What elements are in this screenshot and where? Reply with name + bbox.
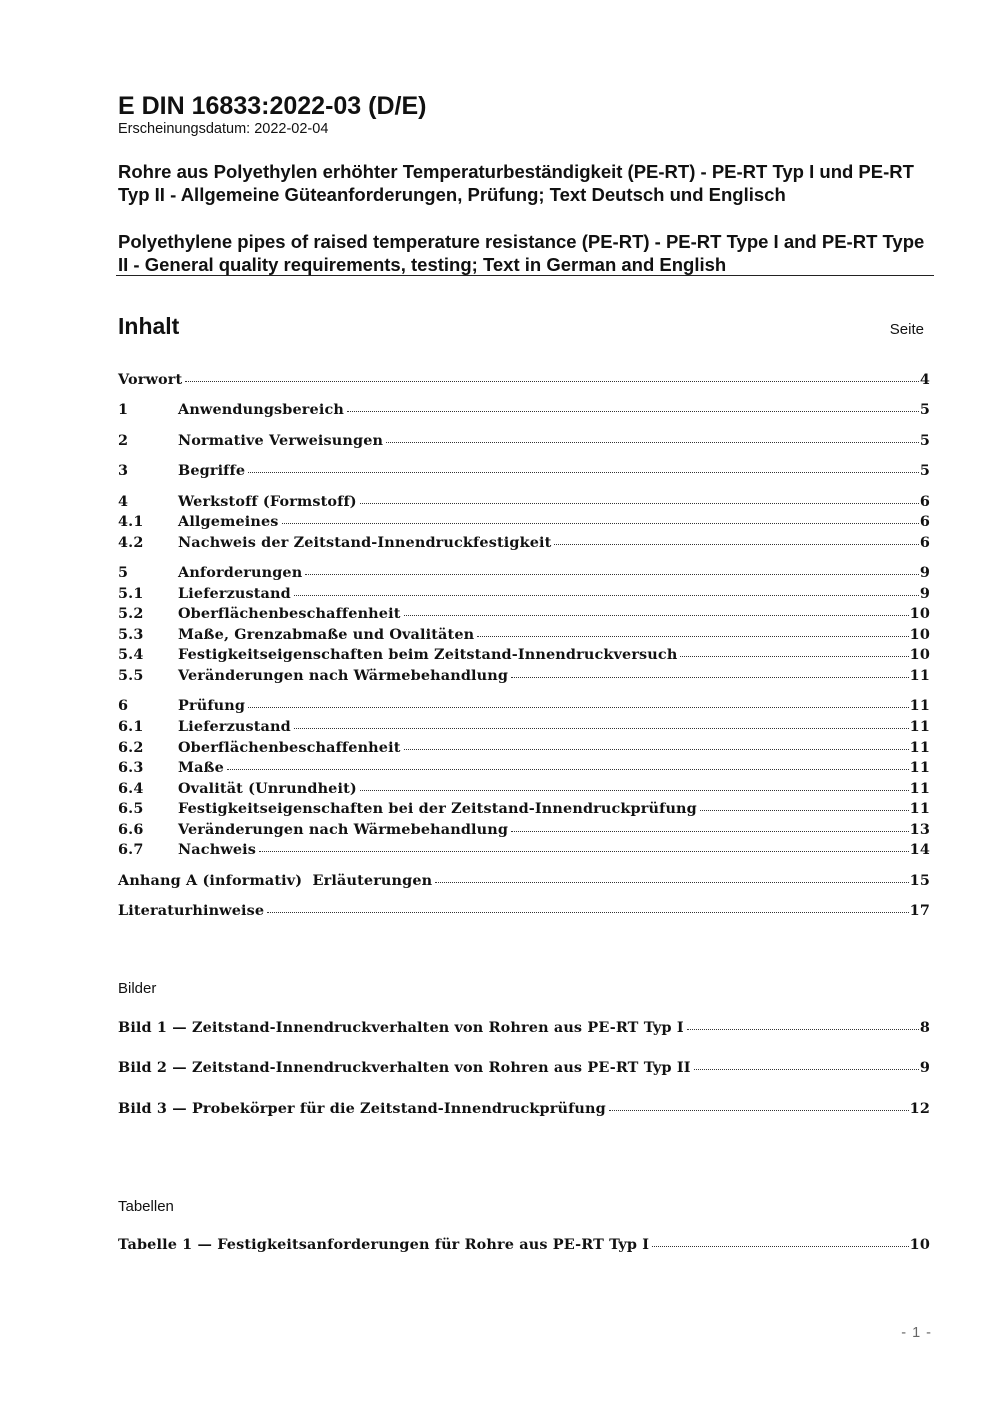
toc-entry-title: Vorwort bbox=[118, 371, 183, 388]
toc-entry[interactable] bbox=[118, 718, 930, 738]
toc-entry-page: 11 bbox=[909, 667, 930, 684]
toc-entry-title: Werkstoff (Formstoff) bbox=[178, 493, 357, 510]
dot-leader bbox=[267, 912, 908, 913]
toc-entry-number: 5 bbox=[118, 564, 129, 581]
table-entry-title: Tabelle 1 — Festigkeitsanforderungen für Rohre aus PE-RT Typ I bbox=[118, 1236, 650, 1253]
dot-leader bbox=[680, 656, 908, 657]
toc-entry-page: 13 bbox=[909, 821, 930, 838]
dot-leader bbox=[511, 677, 909, 678]
toc-entry-title: Normative Verweisungen bbox=[178, 432, 384, 449]
toc-entry-title: Allgemeines bbox=[178, 513, 279, 530]
toc-entry[interactable] bbox=[118, 585, 930, 605]
toc-entry-number: 6.2 bbox=[118, 739, 144, 756]
toc-entry-page: 6 bbox=[919, 534, 930, 551]
toc-entry-title: Veränderungen nach Wärmebehandlung bbox=[178, 667, 509, 684]
toc-entry-title: Prüfung bbox=[178, 697, 246, 714]
toc-entry-title: Maße, Grenzabmaße und Ovalitäten bbox=[178, 626, 475, 643]
toc-entry-number: 6.3 bbox=[118, 759, 144, 776]
toc-entry-number: 6.7 bbox=[118, 841, 144, 858]
dot-leader bbox=[477, 636, 908, 637]
toc-entry-title: Oberflächenbeschaffenheit bbox=[178, 605, 401, 622]
toc-entry-title: Lieferzustand bbox=[178, 718, 291, 735]
toc-entry[interactable] bbox=[118, 371, 930, 391]
dot-leader bbox=[404, 615, 909, 616]
dot-leader bbox=[248, 707, 909, 708]
figure-entry-title: Bild 1 — Zeitstand-Innendruckverhalten von Rohren aus PE-RT Typ I bbox=[118, 1019, 684, 1036]
toc-heading: Inhalt bbox=[118, 313, 180, 339]
toc-entry-page: 10 bbox=[909, 605, 930, 622]
dot-leader bbox=[360, 503, 919, 504]
toc-entry-number: 3 bbox=[118, 462, 129, 479]
document-number: E DIN 16833:2022-03 (D/E) bbox=[118, 92, 427, 120]
table-entry[interactable] bbox=[118, 1236, 930, 1256]
toc-entry-number: 5.1 bbox=[118, 585, 144, 602]
figure-entry-title: Bild 2 — Zeitstand-Innendruckverhalten von Rohren aus PE-RT Typ II bbox=[118, 1059, 691, 1076]
dot-leader bbox=[554, 544, 918, 545]
dot-leader bbox=[609, 1110, 909, 1111]
toc-entry-page: 4 bbox=[919, 371, 930, 388]
toc-entry[interactable] bbox=[118, 780, 930, 800]
figures-heading: Bilder bbox=[118, 980, 157, 997]
toc-entry-page: 5 bbox=[919, 462, 930, 479]
toc-entry[interactable] bbox=[118, 800, 930, 820]
toc-entry-title: Festigkeitseigenschaften bei der Zeitstand-Innendruckprüfung bbox=[178, 800, 697, 817]
toc-entry-page: 11 bbox=[909, 697, 930, 714]
dot-leader bbox=[386, 442, 919, 443]
title-english: Polyethylene pipes of raised temperature resistance (PE-RT) - PE-RT Type I and PE-RT Type II - General quality requirements, testing; Text in German and English bbox=[118, 231, 925, 275]
toc-entry[interactable] bbox=[118, 493, 930, 513]
figure-entry[interactable] bbox=[118, 1019, 930, 1039]
header-divider bbox=[116, 275, 934, 276]
dot-leader bbox=[248, 472, 919, 473]
toc-entry-number: 4.2 bbox=[118, 534, 144, 551]
dot-leader bbox=[294, 728, 909, 729]
toc-entry-title: Oberflächenbeschaffenheit bbox=[178, 739, 401, 756]
toc-entry-number: 1 bbox=[118, 401, 129, 418]
toc-entry-number: 5.2 bbox=[118, 605, 144, 622]
toc-entry-number: 4 bbox=[118, 493, 129, 510]
toc-entry-page: 5 bbox=[919, 401, 930, 418]
tables-heading: Tabellen bbox=[118, 1198, 174, 1215]
table-entry-page: 10 bbox=[909, 1236, 930, 1253]
dot-leader bbox=[282, 523, 919, 524]
toc-entry[interactable] bbox=[118, 821, 930, 841]
toc-entry-page: 6 bbox=[919, 513, 930, 530]
toc-entry-title: Veränderungen nach Wärmebehandlung bbox=[178, 821, 509, 838]
toc-entry-title: Begriffe bbox=[178, 462, 246, 479]
toc-entry[interactable] bbox=[118, 626, 930, 646]
page-column-label: Seite bbox=[889, 321, 924, 338]
dot-leader bbox=[404, 749, 909, 750]
toc-entry[interactable] bbox=[118, 646, 930, 666]
page-number: - 1 - bbox=[901, 1325, 932, 1341]
toc-entry-page: 9 bbox=[919, 585, 930, 602]
dot-leader bbox=[687, 1029, 919, 1030]
toc-entry-page: 11 bbox=[909, 739, 930, 756]
toc-entry-number: 6.5 bbox=[118, 800, 144, 817]
toc-entry-page: 11 bbox=[909, 780, 930, 797]
dot-leader bbox=[511, 831, 909, 832]
toc-entry[interactable] bbox=[118, 739, 930, 759]
dot-leader bbox=[694, 1069, 919, 1070]
toc-entry[interactable] bbox=[118, 605, 930, 625]
toc-entry[interactable] bbox=[118, 534, 930, 554]
toc-entry-title: Literaturhinweise bbox=[118, 902, 265, 919]
toc-entry[interactable] bbox=[118, 697, 930, 717]
toc-entry-number: 6.4 bbox=[118, 780, 144, 797]
toc-entry-number: 6 bbox=[118, 697, 129, 714]
toc-entry-title: Ovalität (Unrundheit) bbox=[178, 780, 357, 797]
toc-entry-page: 10 bbox=[909, 626, 930, 643]
toc-entry-number: 5.5 bbox=[118, 667, 144, 684]
toc-entry-page: 10 bbox=[909, 646, 930, 663]
dot-leader bbox=[435, 882, 908, 883]
toc-entry[interactable] bbox=[118, 401, 930, 421]
toc-entry-page: 11 bbox=[909, 718, 930, 735]
toc-entry-number: 2 bbox=[118, 432, 129, 449]
toc-entry-number: 6.6 bbox=[118, 821, 144, 838]
toc-entry-title: Nachweis der Zeitstand-Innendruckfestigkeit bbox=[178, 534, 552, 551]
toc-entry[interactable] bbox=[118, 513, 930, 533]
toc-entry[interactable] bbox=[118, 667, 930, 687]
toc-entry-title: Anforderungen bbox=[178, 564, 303, 581]
dot-leader bbox=[259, 851, 909, 852]
toc-entry-page: 15 bbox=[909, 872, 930, 889]
figure-entry-page: 12 bbox=[909, 1100, 930, 1117]
figure-entry-title: Bild 3 — Probekörper für die Zeitstand-Innendruckprüfung bbox=[118, 1100, 606, 1117]
toc-entry[interactable] bbox=[118, 841, 930, 861]
toc-entry-number: 5.4 bbox=[118, 646, 144, 663]
toc-entry-number: 4.1 bbox=[118, 513, 144, 530]
toc-entry-page: 9 bbox=[919, 564, 930, 581]
toc-entry-title: Festigkeitseigenschaften beim Zeitstand-Innendruckversuch bbox=[178, 646, 678, 663]
figure-entry[interactable] bbox=[118, 1100, 930, 1120]
dot-leader bbox=[294, 595, 919, 596]
toc-entry-page: 14 bbox=[909, 841, 930, 858]
toc-entry-page: 17 bbox=[909, 902, 930, 919]
toc-entry-page: 11 bbox=[909, 800, 930, 817]
dot-leader bbox=[700, 810, 909, 811]
figure-entry-page: 9 bbox=[919, 1059, 930, 1076]
toc-entry-number: 5.3 bbox=[118, 626, 144, 643]
dot-leader bbox=[360, 790, 909, 791]
dot-leader bbox=[652, 1246, 909, 1247]
toc-entry-page: 5 bbox=[919, 432, 930, 449]
toc-entry[interactable] bbox=[118, 872, 930, 892]
issue-date: Erscheinungsdatum: 2022-02-04 bbox=[118, 121, 329, 137]
toc-entry-title: Maße bbox=[178, 759, 224, 776]
figure-entry[interactable] bbox=[118, 1059, 930, 1079]
toc-entry[interactable] bbox=[118, 432, 930, 452]
toc-entry[interactable] bbox=[118, 564, 930, 584]
toc-entry[interactable] bbox=[118, 462, 930, 482]
figure-entry-page: 8 bbox=[919, 1019, 930, 1036]
dot-leader bbox=[185, 381, 919, 382]
toc-entry-title: Nachweis bbox=[178, 841, 257, 858]
dot-leader bbox=[227, 769, 909, 770]
dot-leader bbox=[305, 574, 918, 575]
toc-entry-number: 6.1 bbox=[118, 718, 144, 735]
toc-entry-page: 11 bbox=[909, 759, 930, 776]
toc-entry-title: Anwendungsbereich bbox=[178, 401, 344, 418]
toc-entry[interactable] bbox=[118, 759, 930, 779]
toc-entry-page: 6 bbox=[919, 493, 930, 510]
toc-entry-title: Anhang A (informativ) Erläuterungen bbox=[118, 872, 433, 889]
title-german: Rohre aus Polyethylen erhöhter Temperaturbeständigkeit (PE-RT) - PE-RT Typ I und PE-RT Typ II - Allgemeine Güteanforderungen, Prüfung; Text Deutsch und Englisch bbox=[118, 161, 914, 205]
dot-leader bbox=[347, 411, 919, 412]
toc-entry[interactable] bbox=[118, 902, 930, 922]
toc-entry-title: Lieferzustand bbox=[178, 585, 291, 602]
